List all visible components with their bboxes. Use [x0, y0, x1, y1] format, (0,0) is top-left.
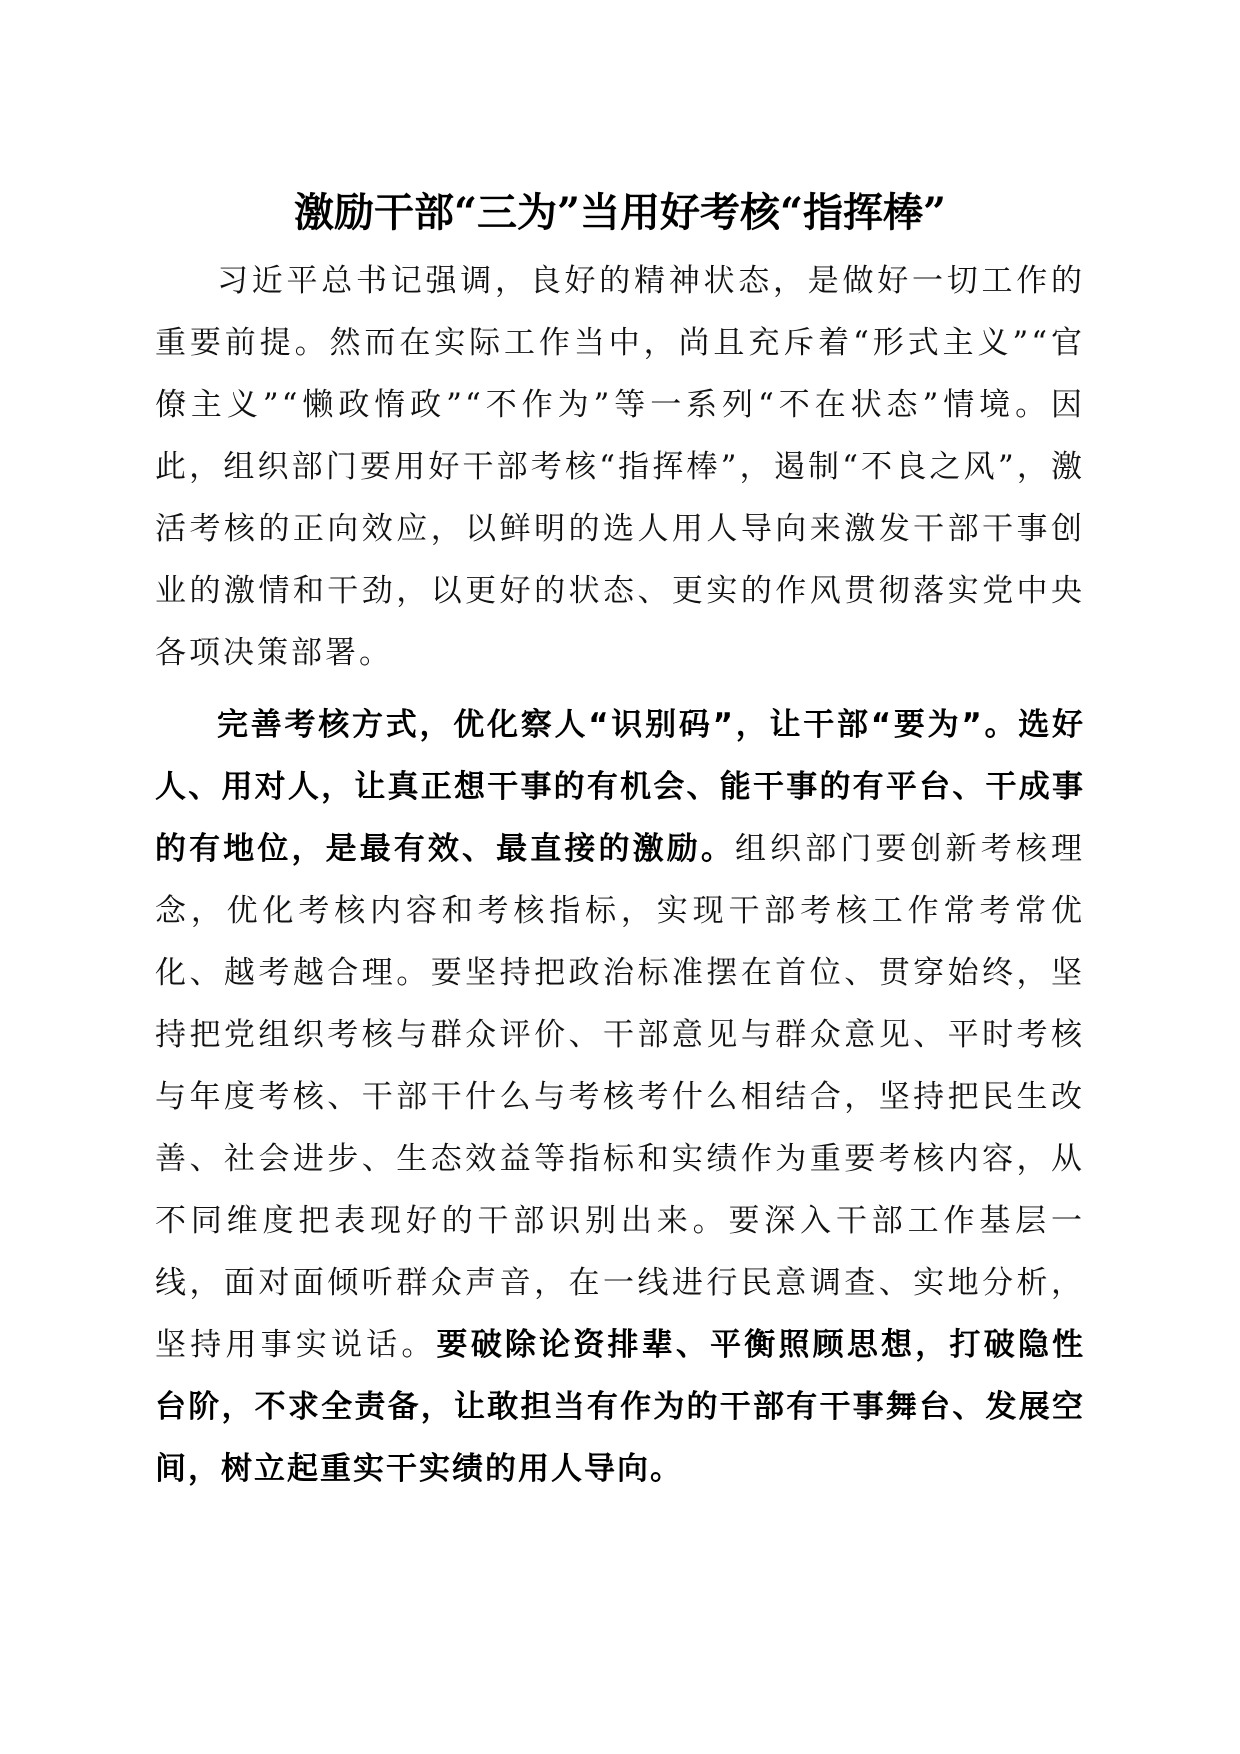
paragraph-intro: 习近平总书记强调，良好的精神状态，是做好一切工作的重要前提。然而在实际工作当中，尚且充斥着“形式主义”“官僚主义”“懒政惰政”“不作为”等一系列“不在状态”情境。因此，组织部门要用好干部考核“指挥棒”，遏制“不良之风”，激活考核的正向效应，以鲜明的选人用人导向来激发干部干事创业的激情和干劲，以更好的状态、更实的作风贯彻落实党中央各项决策部署。 [155, 263, 1085, 671]
paragraph-body-text: 组织部门要创新考核理念，优化考核内容和考核指标，实现干部考核工作常考常优化、越考越合理。要坚持把政治标准摆在首位、贯穿始终，坚持把党组织考核与群众评价、干部意见与群众意见、平时考核与年度考核、干部干什么与考核考什么相结合，坚持把民生改善、社会进步、生态效益等指标和实绩作为重要考核内容，从不同维度把表现好的干部识别出来。要深入干部工作基层一线，面对面倾听群众声音，在一线进行民意调查、实地分析，坚持用事实说话。 [155, 831, 1086, 1363]
paragraph-heading: 完善考核方式，优化察人“识别码”，让干部“要为”。 [217, 707, 1019, 743]
paragraph-assessment [155, 694, 1085, 1500]
document-body [155, 250, 1085, 1500]
paragraph-lead: 选好人、用对人，让真正想干事的有机会、能干事的有平台、干成事的有地位，是最有效、最直接的激励。 [155, 707, 1085, 867]
paragraph-closing: 要破除论资排辈、平衡照顾思想，打破隐性台阶，不求全责备，让敢担当有作为的干部有干事舞台、发展空间，树立起重实干实绩的用人导向。 [155, 1327, 1086, 1487]
document-title: 激励干部“三为”当用好考核“指挥棒” [293, 189, 947, 236]
